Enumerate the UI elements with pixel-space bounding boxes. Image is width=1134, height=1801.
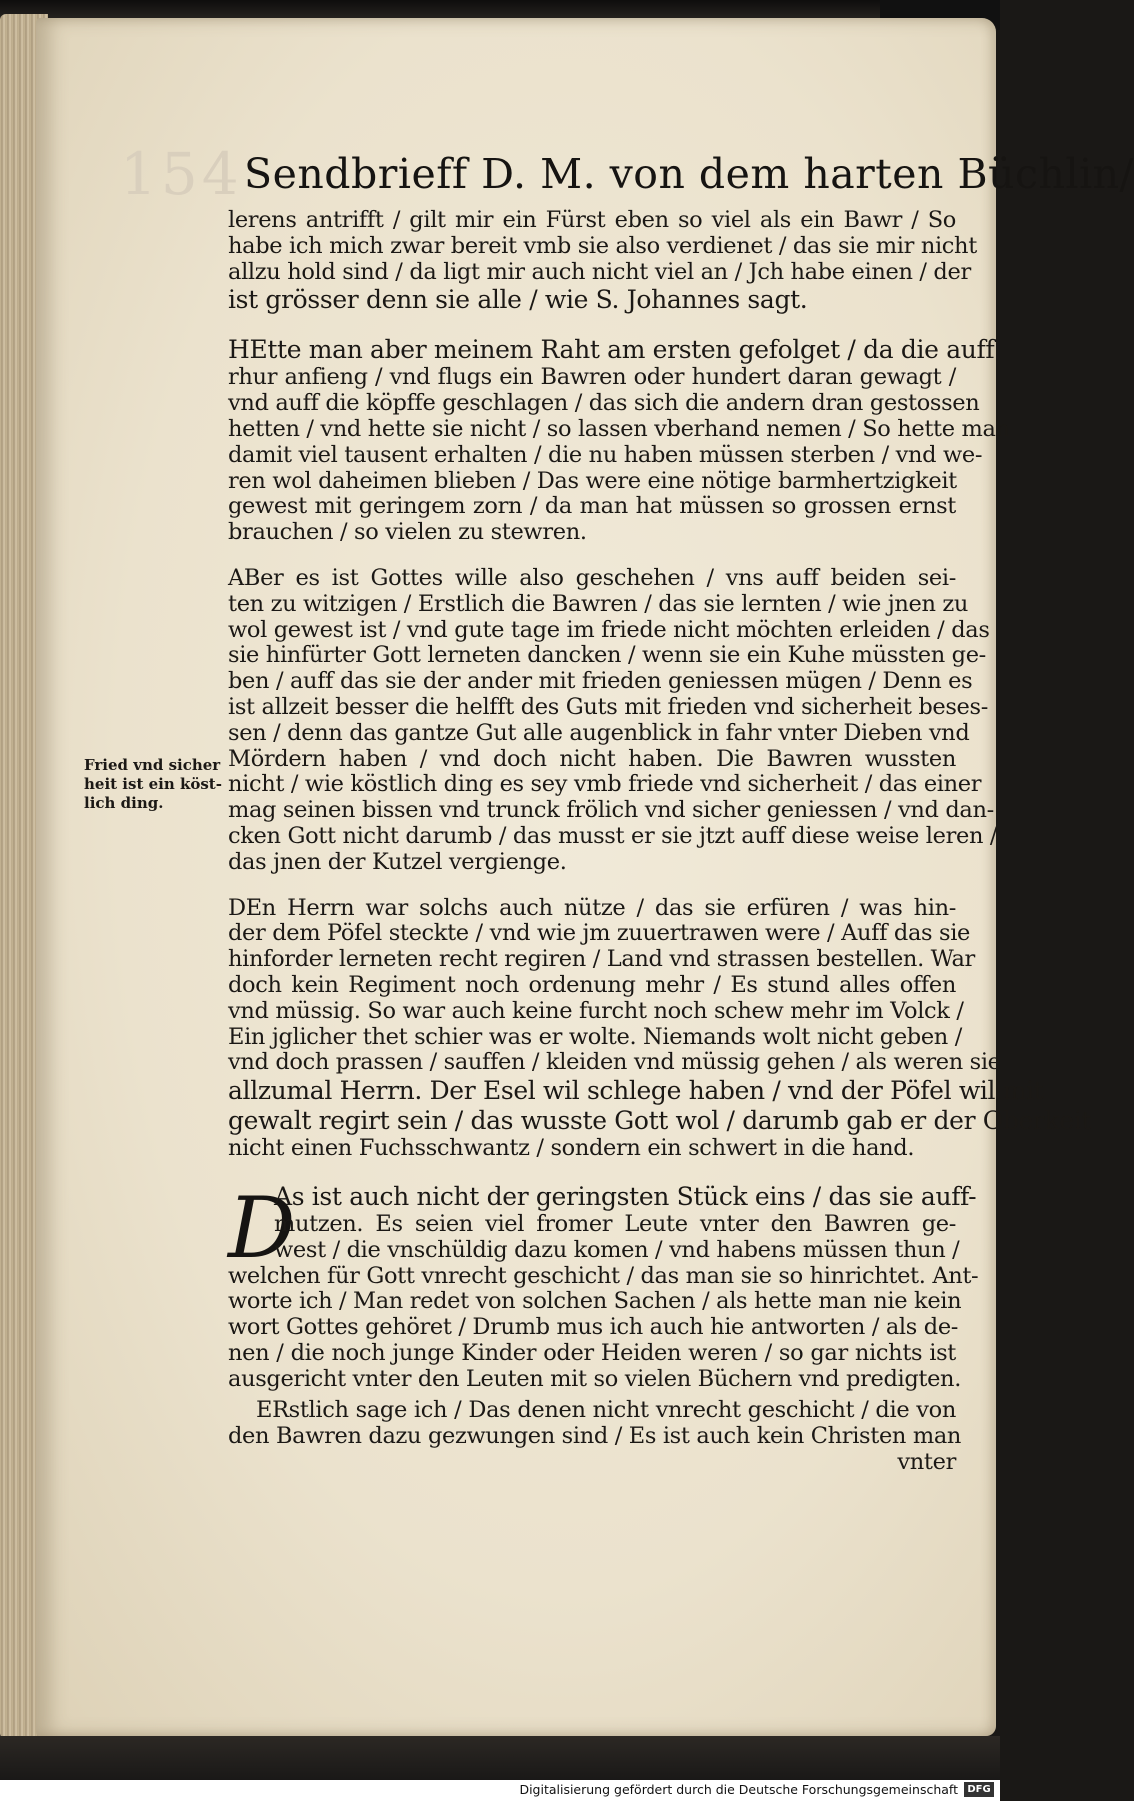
text-line: ren wol daheimen blieben / Das were eine nötige barmhertzigkeit [228, 467, 957, 494]
text-line: nen / die noch junge Kinder oder Heiden weren / so gar nichts ist [228, 1339, 956, 1366]
text-line: den Bawren dazu gezwungen sind / Es ist auch kein Christen man [228, 1423, 962, 1450]
text-line: Mördern haben / vnd doch nicht haben. Die Bawren wussten [228, 745, 956, 772]
digitization-credit: Digitalisierung gefördert durch die Deutsche Forschungsgemeinschaft [519, 1782, 958, 1797]
text-line: hinforder lerneten recht regiren / Land vnd strassen bestellen. War [228, 946, 975, 973]
text-line: cken Gott nicht darumb / das musst er sie jtzt auff diese weise leren / [228, 822, 998, 849]
marginal-note-line: Fried vnd sicher [84, 756, 221, 774]
text-line: brauchen / so vielen zu stewren. [228, 519, 587, 546]
text-line: lerens antrifft / gilt mir ein Fürst eben so viel als ein Bawr / So [228, 207, 956, 233]
text-line: worte ich / Man redet von solchen Sachen / als hette man nie kein [228, 1288, 962, 1315]
catchword: vnter [897, 1449, 956, 1476]
text-line: mutzen. Es seien viel fromer Leute vnter den Bawren ge- [274, 1210, 956, 1237]
text-line: nicht / wie köstlich ding es sey vmb friede vnd sicherheit / das einer [228, 771, 982, 798]
text-line: ausgericht vnter den Leuten mit so vielen Büchern vnd predigten. [228, 1365, 961, 1392]
text-line: wol gewest ist / vnd gute tage im friede nicht möchten erleiden / das [228, 616, 990, 643]
text-line: damit viel tausent erhalten / die nu haben müssen sterben / vnd we- [228, 441, 983, 468]
bleed-through-folio: 154 [120, 140, 243, 208]
text-line: habe ich mich zwar bereit vmb sie also verdienet / das sie mir nicht [228, 232, 977, 259]
text-line: ben / auff das sie der ander mit frieden geniessen mügen / Denn es [228, 668, 973, 695]
text-line: DEn Herrn war solchs auch nütze / das sie erfüren / was hin- [228, 894, 956, 921]
text-line: vnd auff die köpffe geschlagen / das sich die andern dran gestossen [228, 390, 980, 417]
text-line: Ein jglicher thet schier was er wolte. Niemands wolt nicht geben / [228, 1023, 962, 1050]
text-line: HEtte man aber meinem Raht am ersten gefolget / da die auff [228, 335, 995, 365]
text-line: ist grösser denn sie alle / wie S. Johannes sagt. [228, 285, 808, 315]
text-line: sen / denn das gantze Gut alle augenblick in fahr vnter Dieben vnd [228, 719, 970, 746]
text-line: der dem Pöfel steckte / vnd wie jm zuuertrawen were / Auff das sie [228, 920, 971, 947]
text-line: rhur anfieng / vnd flugs ein Bawren oder hundert daran gewagt / [228, 364, 956, 391]
text-line: west / die vnschüldig dazu komen / vnd habens müssen thun / [274, 1236, 960, 1263]
text-line: gewalt regirt sein / das wusste Gott wol / darumb gab er der Oberkeit [228, 1106, 1092, 1136]
text-line: vnd müssig. So war auch keine furcht noch schew mehr im Volck / [228, 997, 964, 1024]
text-line: wort Gottes gehöret / Drumb mus ich auch hie antworten / als de- [228, 1314, 959, 1341]
text-line: gewest mit geringem zorn / da man hat müssen so grossen ernst [228, 493, 956, 520]
text-line: ABer es ist Gottes wille also geschehen / vns auff beiden sei- [228, 564, 956, 591]
text-line: allzu hold sind / da ligt mir auch nicht viel an / Jch habe einen / der [228, 258, 971, 285]
running-head: Sendbrieff D. M. von dem harten Büchlin/ [244, 150, 1134, 198]
text-line: welchen für Gott vnrecht geschicht / das man sie so hinrichtet. Ant- [228, 1262, 979, 1289]
text-line: allzumal Herrn. Der Esel wil schlege haben / vnd der Pöfel wil mit [228, 1076, 1044, 1106]
marginal-note-line: lich ding. [84, 794, 164, 812]
text-line: ist allzeit besser die helfft des Guts mit frieden vnd sicherheit beses- [228, 693, 988, 720]
text-line: mag seinen bissen vnd trunck frölich vnd sicher geniessen / vnd dan- [228, 797, 994, 824]
text-line: das jnen der Kutzel vergienge. [228, 848, 567, 875]
main-text-block [228, 207, 1092, 1476]
text-line: ten zu witzigen / Erstlich die Bawren / das sie lernten / wie jnen zu [228, 590, 969, 617]
text-line: ERstlich sage ich / Das denen nicht vnrecht geschicht / die von [256, 1397, 956, 1424]
marginal-note-line: heit ist ein köst- [84, 775, 222, 793]
text-line: hetten / vnd hette sie nicht / so lassen vberhand nemen / So hette man [228, 415, 1010, 442]
text-line: vnd doch prassen / sauffen / kleiden vnd müssig gehen / als weren sie [228, 1049, 1001, 1076]
text-line: nicht einen Fuchsschwantz / sondern ein schwert in die hand. [228, 1135, 915, 1162]
decorated-initial: D [228, 1179, 296, 1277]
text-line: As ist auch nicht der geringsten Stück eins / das sie auff- [274, 1181, 977, 1211]
text-line: doch kein Regiment noch ordenung mehr / Es stund alles offen [228, 971, 956, 998]
dfg-logo: DFG [964, 1782, 994, 1797]
text-line: sie hinfürter Gott lerneten dancken / wenn sie ein Kuhe müssten ge- [228, 642, 986, 669]
marginal-note [84, 756, 226, 813]
